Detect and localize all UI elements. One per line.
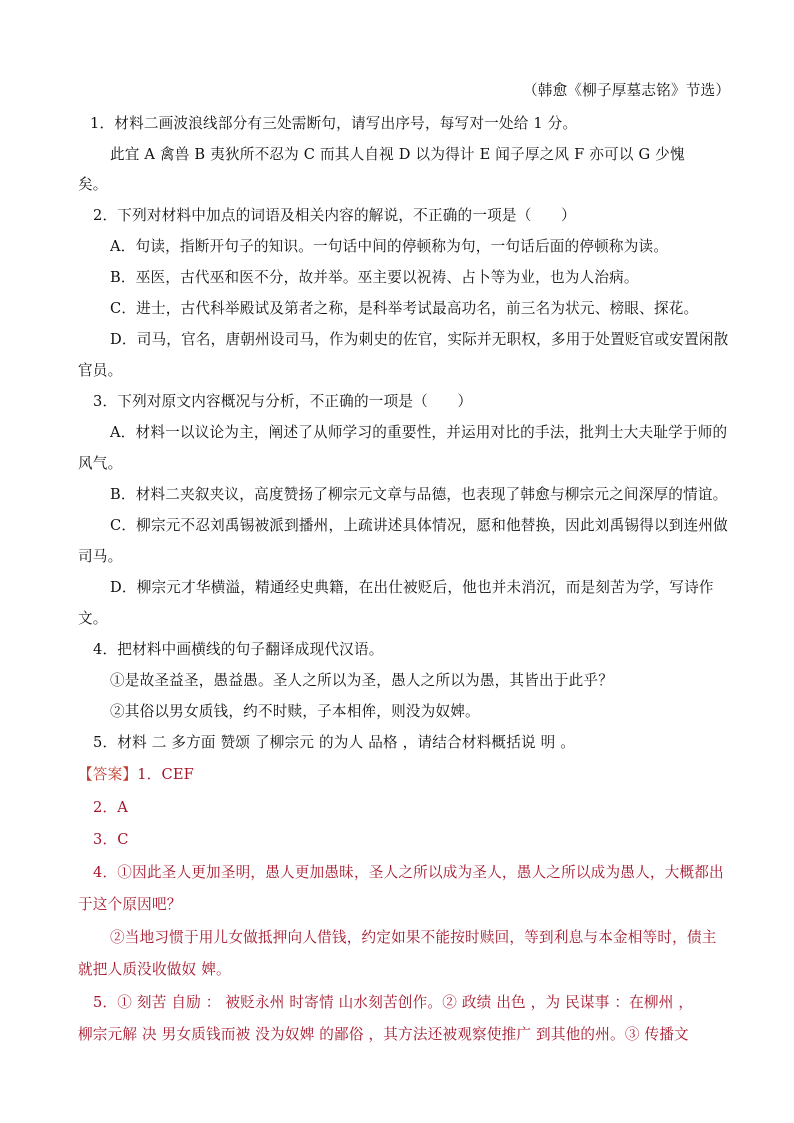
question-4-sentence-2: ②其俗以男女质钱，约不时赎，子本相侔，则没为奴婢。 [110,703,480,720]
question-5-stem: 5．材料 二 多方面 赞颂 了柳宗元 的为人 品格 ，请结合材料概括说 明 。 [93,734,576,751]
answer-4-part-1-cont: 于这个原因吧？ [78,896,182,913]
question-1-text-cont: 矣。 [78,176,108,193]
question-3-option-d: D．柳宗元才华横溢，精通经史典籍，在出仕被贬后，他也并未消沉，而是刻苦为学，写诗作 [110,579,714,596]
question-1-stem: 1．材料二画波浪线部分有三处需断句，请写出序号，每写对一处给 1 分。 [90,115,578,132]
question-3-option-b: B．材料二夹叙夹议，高度赞扬了柳宗元文章与品德，也表现了韩愈与柳宗元之间深厚的情谊。 [110,486,728,503]
question-2-option-d: D．司马，官名，唐朝州设司马，作为刺史的佐官，实际并无职权，多用于处置贬官或安置闲散 [110,331,729,348]
answer-2: 2．A [93,799,129,816]
answer-4-part-1: 4．①因此圣人更加圣明，愚人更加愚昧，圣人之所以成为圣人，愚人之所以成为愚人，大概都出 [93,864,724,881]
question-2-option-a: A．句读，指断开句子的知识。一句话中间的停顿称为句，一句话后面的停顿称为读。 [110,238,669,255]
question-3-option-c-cont: 司马。 [78,548,123,565]
question-2-option-b: B．巫医，古代巫和医不分，故并举。巫主要以祝祷、占卜等为业，也为人治病。 [110,269,639,286]
question-3-stem: 3．下列对原文内容概况与分析，不正确的一项是（ ） [93,393,473,410]
question-3-option-a-cont: 风气。 [78,455,123,472]
question-2-option-c: C．进士，古代科举殿试及第者之称，是科举考试最高功名，前三名为状元、榜眼、探花。 [110,300,699,317]
answer-5: 5．① 刻苦 自励 ： 被贬永州 时寄情 山水刻苦创作。② 政绩 出色 ，为 民谋事 ：在柳州 ， [93,994,694,1011]
question-2-stem: 2．下列对材料中加点的词语及相关内容的解说，不正确的一项是（ ） [93,207,576,224]
question-4-stem: 4．把材料中画横线的句子翻译成现代汉语。 [93,641,384,658]
question-4-sentence-1: ①是故圣益圣，愚益愚。圣人之所以为圣，愚人之所以为愚，其皆出于此乎？ [110,672,613,689]
answer-4-part-2: ②当地习惯于用儿女做抵押向人借钱，约定如果不能按时赎回，等到利息与本金相等时，债主 [110,929,717,946]
answer-3: 3．C [93,831,129,848]
answer-4-part-2-cont: 就把人质没收做奴 婢。 [78,961,231,978]
question-3-option-c: C．柳宗元不忍刘禹锡被派到播州，上疏讲述具体情况，愿和他替换，因此刘禹锡得以到连州做 [110,517,728,534]
answer-5-cont: 柳宗元解 决 男女质钱而被 没为奴婢 的鄙俗 ，其方法还被观察使推广 到其他的州。③ 传播文 [78,1026,689,1043]
answer-tag: 【答案】 [78,766,138,783]
question-2-option-d-cont: 官员。 [78,362,123,379]
question-3-option-d-cont: 文。 [78,610,108,627]
answer-line-1 [78,765,194,785]
question-3-option-a: A．材料一以议论为主，阐述了从师学习的重要性，并运用对比的手法，批判士大夫耻学于师的 [110,424,728,441]
source-citation: （韩愈《柳子厚墓志铭》节选） [523,82,731,99]
question-1-text: 此宜 A 禽兽 B 夷狄所不忍为 C 而其人自视 D 以为得计 E 闻子厚之风 F 亦可以 G 少愧 [110,146,685,163]
answer-1: 1．CEF [137,766,195,783]
